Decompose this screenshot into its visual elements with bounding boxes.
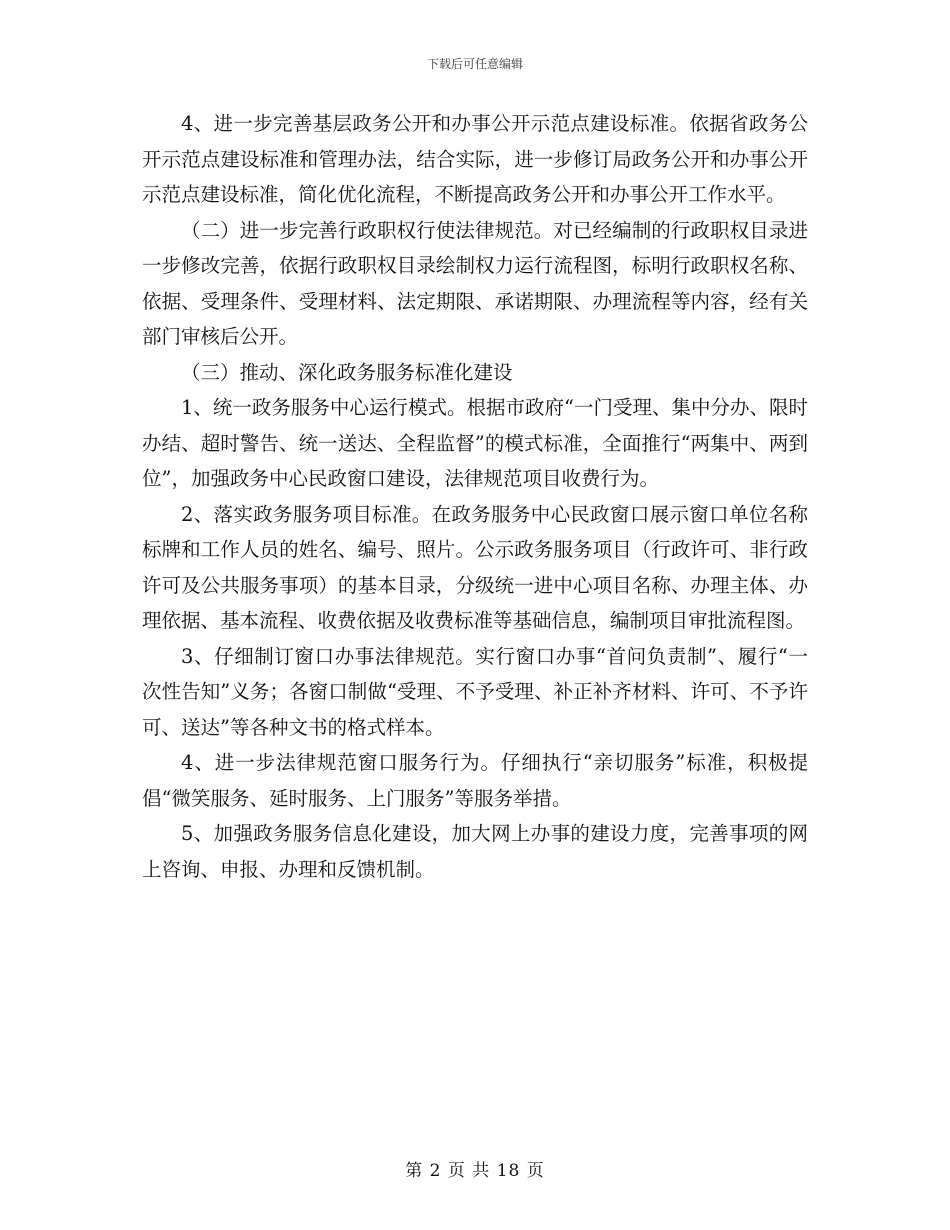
paragraph-item-5-informatization: 5、加强政务服务信息化建设，加大网上办事的建设力度，完善事项的网上咨询、申报、办理和反馈机制。 xyxy=(142,822,808,881)
paragraph-item-4-window-behavior: 4、进一步法律规范窗口服务行为。仔细执行“亲切服务”标准，积极提倡“微笑服务、延时服务、上门服务”等服务举措。 xyxy=(142,751,808,810)
page-header-note: 下载后可任意编辑 xyxy=(426,57,523,71)
paragraph-section-3-heading: （三）推动、深化政务服务标准化建设 xyxy=(181,360,513,384)
paragraph-section-2-power-rules: （二）进一步完善行政职权行使法律规范。对已经编制的行政职权目录进一步修改完善，依据行政职权目录绘制权力运行流程图，标明行政职权名称、依据、受理条件、受理材料、法定期限、承诺期限、办理流程等内容，经有关部门审核后公开。 xyxy=(142,218,808,348)
paragraph-item-3-window-rules: 3、仔细制订窗口办事法律规范。实行窗口办事“首问负责制”、履行“一次性告知”义务；各窗口制做“受理、不予受理、补正补齐材料、许可、不予许可、送达”等各种文书的格式样本。 xyxy=(142,644,808,739)
paragraph-item-2-service-standards: 2、落实政务服务项目标准。在政务服务中心民政窗口展示窗口单位名称标牌和工作人员的姓名、编号、照片。公示政务服务项目（行政许可、非行政许可及公共服务事项）的基本目录，分级统一进中心项目名称、办理主体、办理依据、基本流程、收费依据及收费标准等基础信息，编制项目审批流程图。 xyxy=(142,502,808,632)
paragraph-item-4-demo-standards: 4、进一步完善基层政务公开和办事公开示范点建设标准。依据省政务公开示范点建设标准和管理办法，结合实际，进一步修订局政务公开和办事公开示范点建设标准，简化优化流程，不断提高政务公开和办事公开工作水平。 xyxy=(142,112,808,206)
document-body xyxy=(142,106,808,887)
page-number-footer: 第 2 页 共 18 页 xyxy=(405,1161,545,1181)
paragraph-item-1-operation-mode: 1、统一政务服务中心运行模式。根据市政府“一门受理、集中分办、限时办结、超时警告、统一送达、全程监督”的模式标准，全面推行“两集中、两到位”，加强政务中心民政窗口建设，法律规范项目收费行为。 xyxy=(142,396,808,490)
